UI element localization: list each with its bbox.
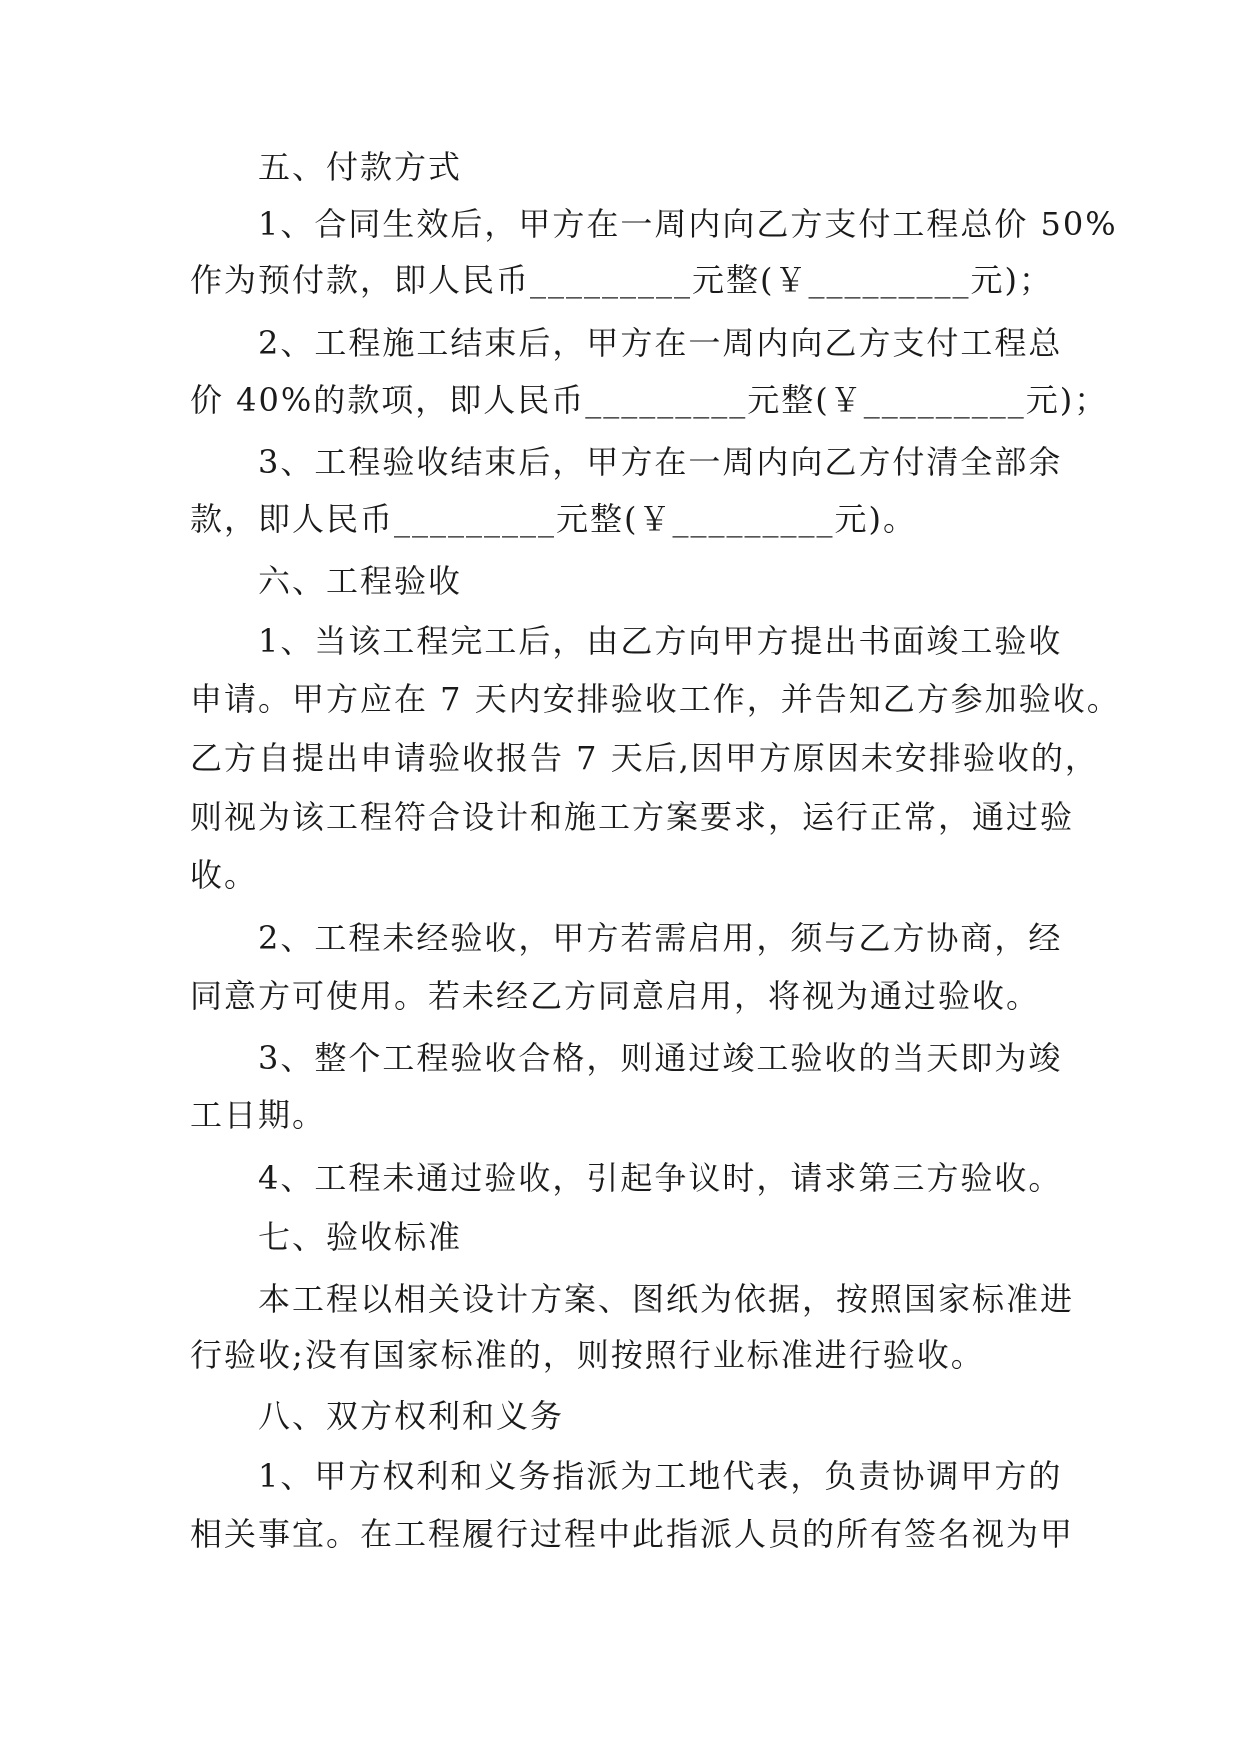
paragraph-line: 2、工程施工结束后，甲方在一周内向乙方支付工程总 (258, 324, 1063, 362)
paragraph-line: 乙方自提出申请验收报告 7 天后,因甲方原因未安排验收的， (190, 739, 1099, 777)
paragraph-line: 收。 (190, 856, 259, 894)
paragraph-line: 3、整个工程验收合格，则通过竣工验收的当天即为竣 (258, 1039, 1063, 1077)
paragraph-line: 相关事宜。在工程履行过程中此指派人员的所有签名视为甲 (190, 1515, 1075, 1553)
paragraph-line: 4、工程未通过验收，引起争议时，请求第三方验收。 (258, 1159, 1063, 1197)
paragraph-line: 本工程以相关设计方案、图纸为依据，按照国家标准进 (258, 1280, 1075, 1318)
paragraph-line: 1、合同生效后，甲方在一周内向乙方支付工程总价 50% (258, 205, 1118, 243)
paragraph-line: 价 40%的款项，即人民币_________元整(￥_________元)； (190, 381, 1109, 419)
paragraph-line: 行验收;没有国家标准的，则按照行业标准进行验收。 (190, 1336, 985, 1374)
paragraph-line: 同意方可使用。若未经乙方同意启用，将视为通过验收。 (190, 977, 1041, 1015)
paragraph-line: 则视为该工程符合设计和施工方案要求，运行正常，通过验 (190, 798, 1075, 836)
paragraph-line: 工日期。 (190, 1096, 327, 1134)
paragraph-line: 1、当该工程完工后，由乙方向甲方提出书面竣工验收 (258, 622, 1063, 660)
paragraph-line: 3、工程验收结束后，甲方在一周内向乙方付清全部余 (258, 443, 1063, 481)
heading-project-acceptance: 六、工程验收 (258, 562, 463, 600)
paragraph-line: 作为预付款，即人民币_________元整(￥_________元)； (190, 261, 1053, 299)
heading-payment-method: 五、付款方式 (258, 148, 463, 186)
heading-acceptance-standard: 七、验收标准 (258, 1218, 463, 1256)
heading-rights-obligations: 八、双方权利和义务 (258, 1397, 565, 1435)
paragraph-line: 申请。甲方应在 7 天内安排验收工作，并告知乙方参加验收。 (190, 680, 1121, 718)
paragraph-line: 1、甲方权利和义务指派为工地代表，负责协调甲方的 (258, 1457, 1063, 1495)
paragraph-line: 款，即人民币_________元整(￥_________元)。 (190, 500, 917, 538)
paragraph-line: 2、工程未经验收，甲方若需启用，须与乙方协商，经 (258, 919, 1063, 957)
